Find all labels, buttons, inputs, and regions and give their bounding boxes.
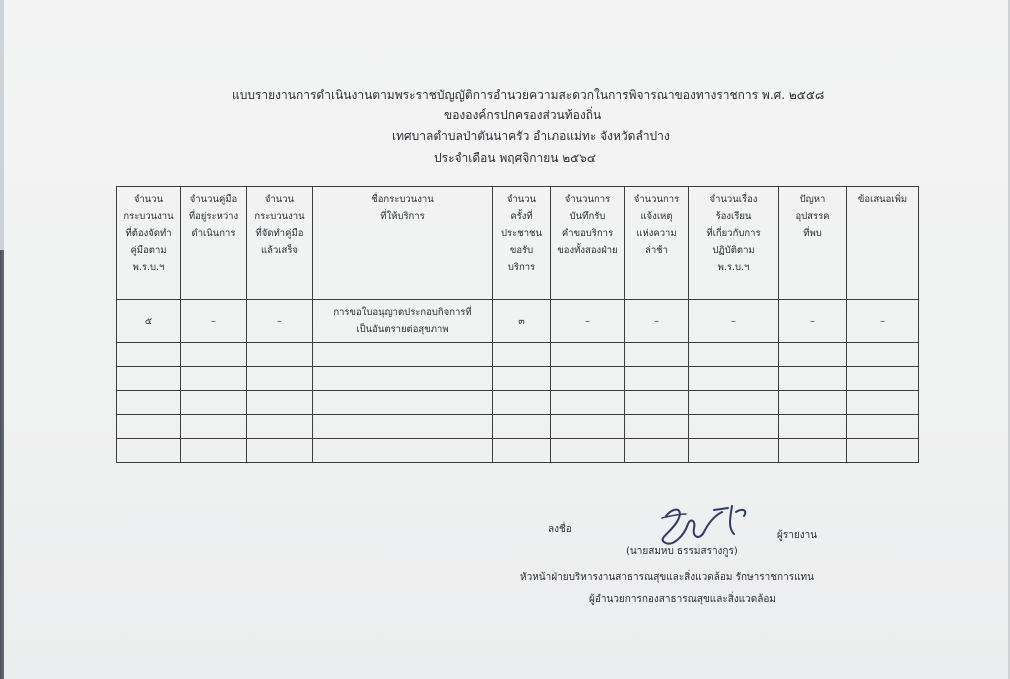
table-cell: – <box>247 300 313 343</box>
table-cell <box>117 391 181 415</box>
signer-name: (นายสมหบ ธรรมสรางกูร) <box>626 546 738 557</box>
report-table <box>116 186 919 463</box>
table-cell <box>779 343 847 367</box>
table-cell <box>247 367 313 391</box>
column-header: จำนวน กระบวนงาน ที่จัดทำคู่มือ แล้วเสร็จ <box>247 187 313 300</box>
table-cell <box>551 439 625 463</box>
table-cell <box>313 439 493 463</box>
reporter-role: ผู้รายงาน <box>777 530 818 541</box>
table-cell <box>181 415 247 439</box>
table-cell <box>493 415 551 439</box>
table-cell <box>847 415 919 439</box>
table-row <box>117 343 919 367</box>
table-header-row <box>117 187 919 300</box>
table-cell <box>181 391 247 415</box>
table-cell <box>779 439 847 463</box>
sign-label: ลงชื่อ <box>548 524 572 535</box>
column-header: จำนวน ครั้งที่ ประชาชน ขอรับ บริการ <box>493 187 551 300</box>
table-cell <box>181 367 247 391</box>
table-cell: – <box>689 300 779 343</box>
table-cell <box>313 415 493 439</box>
table-cell <box>689 391 779 415</box>
title-line-4: ประจำเดือน พฤศจิกายน ๒๕๖๔ <box>434 151 596 165</box>
table-cell <box>779 367 847 391</box>
table-cell <box>689 367 779 391</box>
table-cell <box>181 343 247 367</box>
table-cell <box>779 415 847 439</box>
table-cell <box>625 391 689 415</box>
table-cell <box>551 343 625 367</box>
table-cell: ๓ <box>493 300 551 343</box>
table-cell <box>247 391 313 415</box>
table-cell <box>625 439 689 463</box>
column-header: จำนวนการ แจ้งเหตุ แห่งความ ล่าช้า <box>625 187 689 300</box>
signer-position-2: ผู้อำนวยการกองสาธารณสุขและสิ่งแวดล้อม <box>589 594 777 605</box>
table-cell <box>625 367 689 391</box>
table-cell <box>551 391 625 415</box>
signer-position-1: หัวหน้าฝ่ายบริหารงานสาธารณสุขและสิ่งแวดล้อม รักษาราชการแทน <box>520 572 814 583</box>
table-cell <box>117 343 181 367</box>
table-cell: – <box>847 300 919 343</box>
table-cell <box>313 367 493 391</box>
table-cell <box>551 415 625 439</box>
column-header: จำนวนการ บันทึกรับ คำขอบริการ ของทั้งสองฝ่าย <box>551 187 625 300</box>
table-row <box>117 415 919 439</box>
table-cell <box>689 439 779 463</box>
table-cell <box>689 415 779 439</box>
table-cell <box>117 439 181 463</box>
table-cell <box>117 415 181 439</box>
table-row <box>117 300 919 343</box>
table-cell <box>847 343 919 367</box>
table-cell <box>247 415 313 439</box>
title-line-3: เทศบาลตำบลป่าตันนาครัว อำเภอแม่ทะ จังหวัดลำปาง <box>392 129 670 143</box>
table-cell <box>847 367 919 391</box>
table-cell: – <box>551 300 625 343</box>
report-sheet <box>4 0 1008 679</box>
table-cell <box>247 439 313 463</box>
table-cell <box>689 343 779 367</box>
table-cell: – <box>181 300 247 343</box>
column-header: จำนวน กระบวนงาน ที่ต้องจัดทำ คู่มือตาม พ.ร.บ.ฯ <box>117 187 181 300</box>
table-cell: ๕ <box>117 300 181 343</box>
table-cell: การขอใบอนุญาตประกอบกิจการที่ เป็นอันตรายต่อสุขภาพ <box>313 300 493 343</box>
table-cell <box>625 415 689 439</box>
column-header: จำนวนคู่มือ ที่อยู่ระหว่าง ดำเนินการ <box>181 187 247 300</box>
handwritten-signature <box>644 498 764 550</box>
column-header: ชื่อกระบวนงาน ที่ให้บริการ <box>313 187 493 300</box>
table-cell: – <box>779 300 847 343</box>
table-cell <box>847 391 919 415</box>
table-cell <box>779 391 847 415</box>
table-cell <box>551 367 625 391</box>
title-line-1: แบบรายงานการดำเนินงานตามพระราชบัญญัติการอำนวยความสะดวกในการพิจารณาของทางราชการ พ.ศ. ๒๕๕๘ <box>232 88 825 102</box>
table-cell <box>117 367 181 391</box>
table-cell <box>493 367 551 391</box>
table-cell <box>493 343 551 367</box>
column-header: จำนวนเรื่อง ร้องเรียน ที่เกี่ยวกับการ ปฏิบัติตาม พ.ร.บ.ฯ <box>689 187 779 300</box>
table-row <box>117 439 919 463</box>
table-cell <box>493 391 551 415</box>
table-cell <box>181 439 247 463</box>
table-cell <box>247 343 313 367</box>
column-header: ข้อเสนอเพิ่ม <box>847 187 919 300</box>
table-row <box>117 391 919 415</box>
table-cell <box>625 343 689 367</box>
table-cell <box>847 439 919 463</box>
table-row <box>117 367 919 391</box>
column-header: ปัญหา อุปสรรค ที่พบ <box>779 187 847 300</box>
title-line-2: ขององค์กรปกครองส่วนท้องถิ่น <box>444 108 602 122</box>
table-cell <box>493 439 551 463</box>
table-cell <box>313 343 493 367</box>
table-cell: – <box>625 300 689 343</box>
table-cell <box>313 391 493 415</box>
